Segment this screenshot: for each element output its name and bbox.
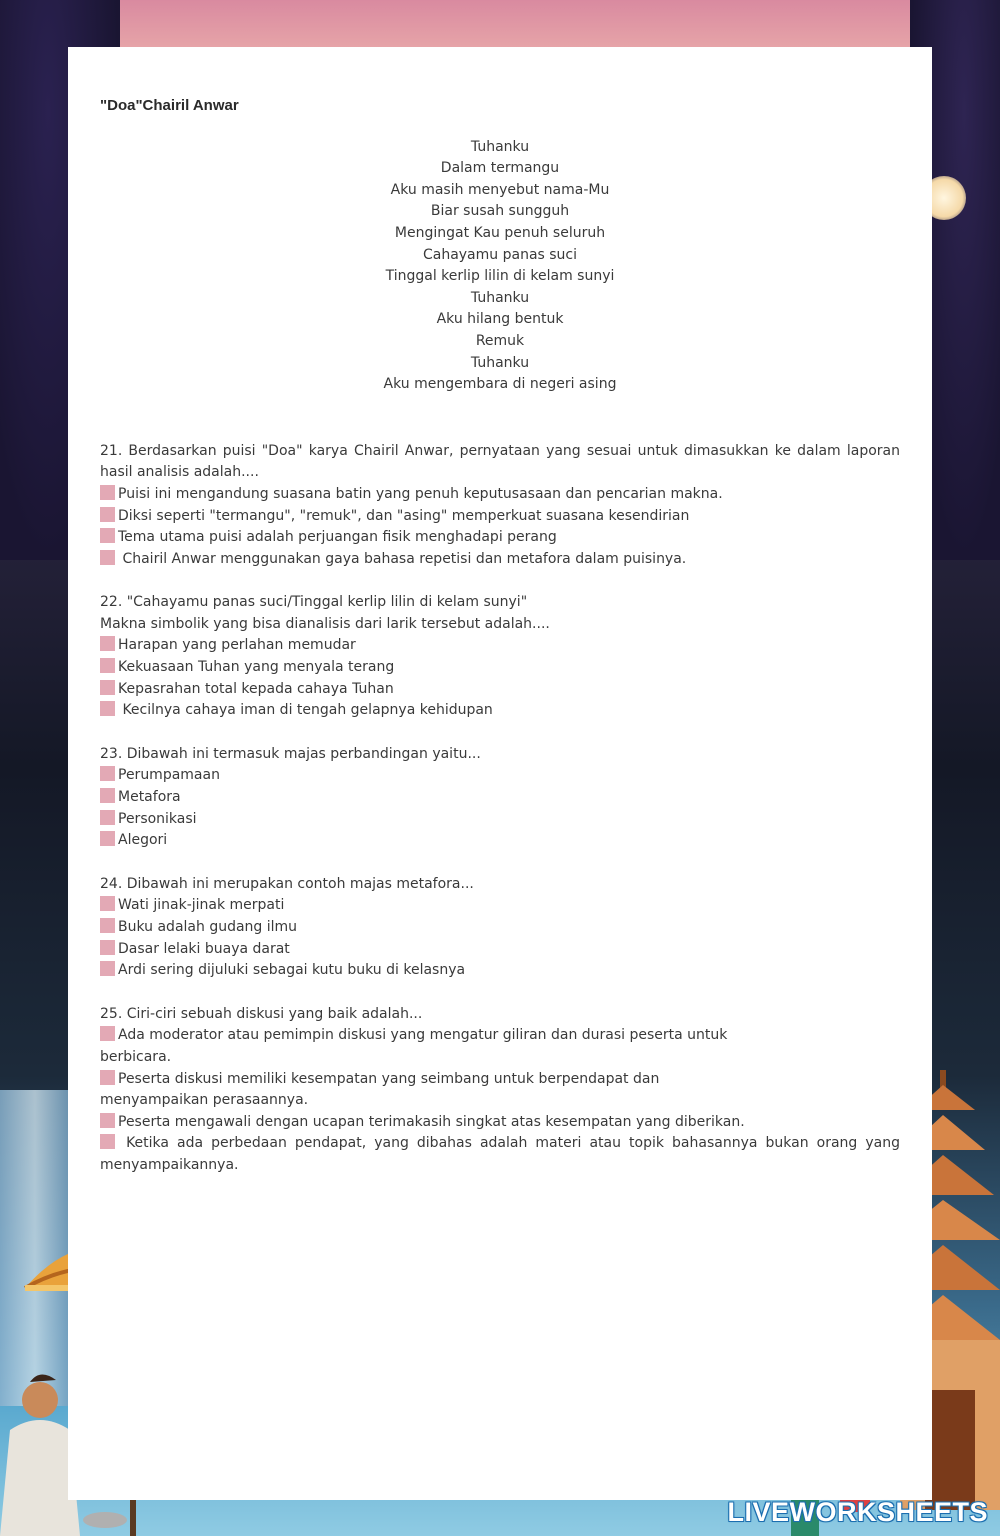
question-text: 21. Berdasarkan puisi "Doa" karya Chairil Anwar, pernyataan yang sesuai untuk dimasukkan ke dalam laporan hasil analisis adalah.... <box>100 442 900 481</box>
option-label: Kepasrahan total kepada cahaya Tuhan <box>118 680 394 697</box>
question-22 <box>100 592 900 722</box>
option-label: Diksi seperti "termangu", "remuk", dan "asing" memperkuat suasana kesendirian <box>118 507 690 524</box>
question-23 <box>100 744 900 852</box>
option-label: Metafora <box>118 789 181 806</box>
option-label: Puisi ini mengandung suasana batin yang penuh keputusasaan dan pencarian makna. <box>118 485 723 502</box>
option-label: Wati jinak-jinak merpati <box>118 897 285 914</box>
option-label: Ada moderator atau pemimpin diskusi yang mengatur giliran dan durasi peserta untuk berbicara. <box>100 1027 728 1065</box>
option-label: Ardi sering dijuluki sebagai kutu buku di kelasnya <box>118 962 466 979</box>
checkbox-icon[interactable] <box>100 940 115 955</box>
checkbox-icon[interactable] <box>100 788 115 803</box>
option-label: Tema utama puisi adalah perjuangan fisik menghadapi perang <box>118 529 557 546</box>
answer-option[interactable] <box>100 787 900 809</box>
checkbox-icon[interactable] <box>100 766 115 781</box>
option-label: Perumpamaan <box>118 767 220 784</box>
answer-option[interactable] <box>100 1112 900 1134</box>
answer-option[interactable] <box>100 657 900 679</box>
answer-option[interactable] <box>100 635 900 657</box>
answer-option[interactable] <box>100 679 900 701</box>
checkbox-icon[interactable] <box>100 550 115 565</box>
checkbox-icon[interactable] <box>100 636 115 651</box>
answer-option[interactable] <box>100 1069 680 1112</box>
worksheet-page <box>68 47 932 1500</box>
checkbox-icon[interactable] <box>100 961 115 976</box>
poem-line: Aku mengembara di negeri asing <box>383 376 617 393</box>
option-label: Harapan yang perlahan memudar <box>118 637 356 654</box>
poem-line: Tuhanku <box>470 354 530 371</box>
answer-option[interactable] <box>100 527 900 549</box>
poem-line: Tinggal kerlip lilin di kelam sunyi <box>385 268 615 285</box>
poem-line: Dalam termangu <box>440 160 560 177</box>
poem-line: Cahayamu panas suci <box>422 246 578 263</box>
answer-option[interactable] <box>100 960 900 982</box>
question-25 <box>100 1004 900 1177</box>
answer-option[interactable] <box>100 809 900 831</box>
question-24 <box>100 874 900 982</box>
answer-option[interactable] <box>100 700 900 722</box>
checkbox-icon[interactable] <box>100 507 115 522</box>
checkbox-icon[interactable] <box>100 831 115 846</box>
poem-line: Mengingat Kau penuh seluruh <box>394 224 606 241</box>
option-label: Alegori <box>118 832 168 849</box>
question-21 <box>100 441 900 571</box>
option-label: Ketika ada perbedaan pendapat, yang dibahas adalah materi atau topik bahasannya bukan orang yang menyampaikannya. <box>100 1135 900 1173</box>
answer-option[interactable] <box>100 1133 900 1176</box>
checkbox-icon[interactable] <box>100 810 115 825</box>
option-label: Kekuasaan Tuhan yang menyala terang <box>118 659 395 676</box>
answer-option[interactable] <box>100 830 900 852</box>
option-label: Personikasi <box>118 810 197 827</box>
checkbox-icon[interactable] <box>100 896 115 911</box>
poem-line: Tuhanku <box>470 289 530 306</box>
option-label: Peserta mengawali dengan ucapan terimakasih singkat atas kesempatan yang diberikan. <box>118 1113 745 1130</box>
answer-option[interactable] <box>100 484 900 506</box>
poem-line: Remuk <box>475 332 525 349</box>
answer-option[interactable] <box>100 506 900 528</box>
checkbox-icon[interactable] <box>100 1113 115 1128</box>
question-text: 22. "Cahayamu panas suci/Tinggal kerlip lilin di kelam sunyi" <box>100 594 528 611</box>
checkbox-icon[interactable] <box>100 1134 115 1149</box>
option-label: Buku adalah gudang ilmu <box>118 919 298 935</box>
poem-line: Aku masih menyebut nama-Mu <box>390 181 610 198</box>
poem-line: Aku hilang bentuk <box>436 311 564 328</box>
answer-option[interactable] <box>100 917 900 939</box>
answer-option[interactable] <box>100 895 900 917</box>
checkbox-icon[interactable] <box>100 485 115 500</box>
answer-option[interactable] <box>100 765 900 787</box>
poem <box>100 137 900 396</box>
question-text: 24. Dibawah ini merupakan contoh majas metafora... <box>100 875 474 892</box>
checkbox-icon[interactable] <box>100 658 115 673</box>
poem-line: Biar susah sungguh <box>430 203 570 220</box>
answer-option[interactable] <box>100 549 900 571</box>
liveworksheets-logo: LIVEWORKSHEETS <box>727 1497 988 1527</box>
option-label: Peserta diskusi memiliki kesempatan yang seimbang untuk berpendapat dan menyampaikan perasaannya. <box>100 1070 660 1109</box>
answer-option[interactable] <box>100 1025 740 1068</box>
checkbox-icon[interactable] <box>100 528 115 543</box>
document-title: "Doa"Chairil Anwar <box>100 97 239 114</box>
question-text: Makna simbolik yang bisa dianalisis dari larik tersebut adalah.... <box>100 615 550 632</box>
checkbox-icon[interactable] <box>100 1026 115 1041</box>
checkbox-icon[interactable] <box>100 701 115 716</box>
question-text: 25. Ciri-ciri sebuah diskusi yang baik adalah... <box>100 1005 423 1022</box>
checkbox-icon[interactable] <box>100 1070 115 1085</box>
checkbox-icon[interactable] <box>100 680 115 695</box>
answer-option[interactable] <box>100 939 900 961</box>
option-label: Chairil Anwar menggunakan gaya bahasa repetisi dan metafora dalam puisinya. <box>118 550 687 567</box>
checkbox-icon[interactable] <box>100 918 115 933</box>
option-label: Dasar lelaki buaya darat <box>118 940 290 957</box>
option-label: Kecilnya cahaya iman di tengah gelapnya kehidupan <box>118 702 493 719</box>
poem-line: Tuhanku <box>470 138 530 155</box>
question-text: 23. Dibawah ini termasuk majas perbandingan yaitu... <box>100 745 481 762</box>
